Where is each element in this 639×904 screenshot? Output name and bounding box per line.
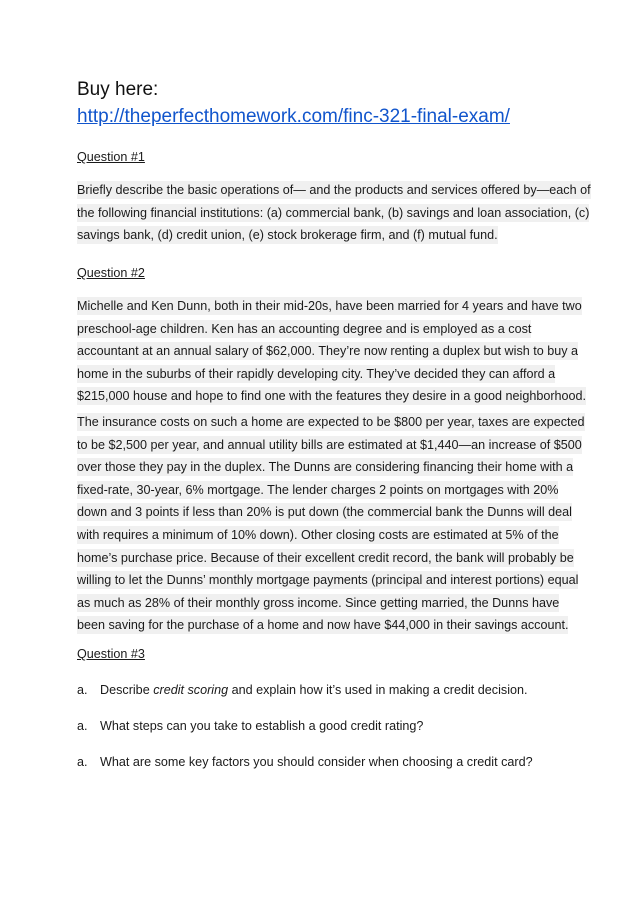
question-1-body (77, 179, 591, 247)
text-line: The insurance costs on such a home are expected to be $800 per year, taxes are expected (77, 415, 585, 429)
text-line: fixed-rate, 30-year, 6% mortgage. The lender charges 2 points on mortgages with 20% (77, 482, 559, 497)
text-line: accountant at an annual salary of $62,000. They’re now renting a duplex but wish to buy a (77, 344, 579, 359)
question-2-paragraph-2 (77, 411, 585, 637)
text-line: Briefly describe the basic operations of— and the products and services offered by—each of (77, 183, 591, 197)
text-line: Michelle and Ken Dunn, both in their mid-20s, have been married for 4 years and have two (77, 299, 582, 313)
item-text: What steps can you take to establish a good credit rating? (100, 719, 424, 733)
question-3-item-c (77, 753, 533, 771)
text-line: preschool-age children. Ken has an accounting degree and is employed as a cost (77, 321, 532, 336)
buy-link[interactable]: http://theperfecthomework.com/finc-321-final-exam/ (77, 106, 510, 127)
text-line: the following financial institutions: (a) commercial bank, (b) savings and loan association, (c) (77, 205, 590, 220)
text-line: $215,000 house and hope to find one with the features they desire in a good neighborhood. (77, 389, 587, 404)
text-line: savings bank, (d) credit union, (e) stock brokerage firm, and (f) mutual fund. (77, 228, 498, 243)
question-3-item-b (77, 717, 423, 735)
item-text-end: and explain how it’s used in making a credit decision. (228, 683, 528, 697)
item-letter: a. (77, 755, 88, 769)
buy-heading: Buy here: (77, 79, 159, 100)
text-line: over those they pay in the duplex. The Dunns are considering financing their home with a (77, 460, 574, 475)
text-line: home in the suburbs of their rapidly developing city. They’ve decided they can afford a (77, 366, 556, 381)
question-3-heading: Question #3 (77, 647, 145, 661)
question-2-paragraph-1 (77, 295, 587, 408)
text-line: with requires a minimum of 10% down). Other closing costs are estimated at 5% of the (77, 527, 559, 542)
question-3-item-a (77, 681, 528, 699)
item-letter: a. (77, 719, 88, 733)
text-line: down and 3 points if less than 20% is put down (the commercial bank the Dunns will deal (77, 505, 572, 520)
question-1-heading: Question #1 (77, 150, 145, 164)
text-line: willing to let the Dunns’ monthly mortgage payments (principal and interest portions) equal (77, 573, 579, 588)
item-text-start: Describe (100, 683, 154, 697)
item-text: What are some key factors you should consider when choosing a credit card? (100, 755, 533, 769)
question-2-heading: Question #2 (77, 266, 145, 280)
item-letter: a. (77, 683, 88, 697)
item-text-emphasis: credit scoring (153, 683, 229, 697)
text-line: home’s purchase price. Because of their excellent credit record, the bank will probably be (77, 550, 574, 565)
text-line: been saving for the purchase of a home and now have $44,000 in their savings account. (77, 618, 569, 633)
text-line: as much as 28% of their monthly gross income. Since getting married, the Dunns have (77, 595, 560, 610)
text-line: to be $2,500 per year, and annual utility bills are estimated at $1,440—an increase of $500 (77, 437, 582, 452)
